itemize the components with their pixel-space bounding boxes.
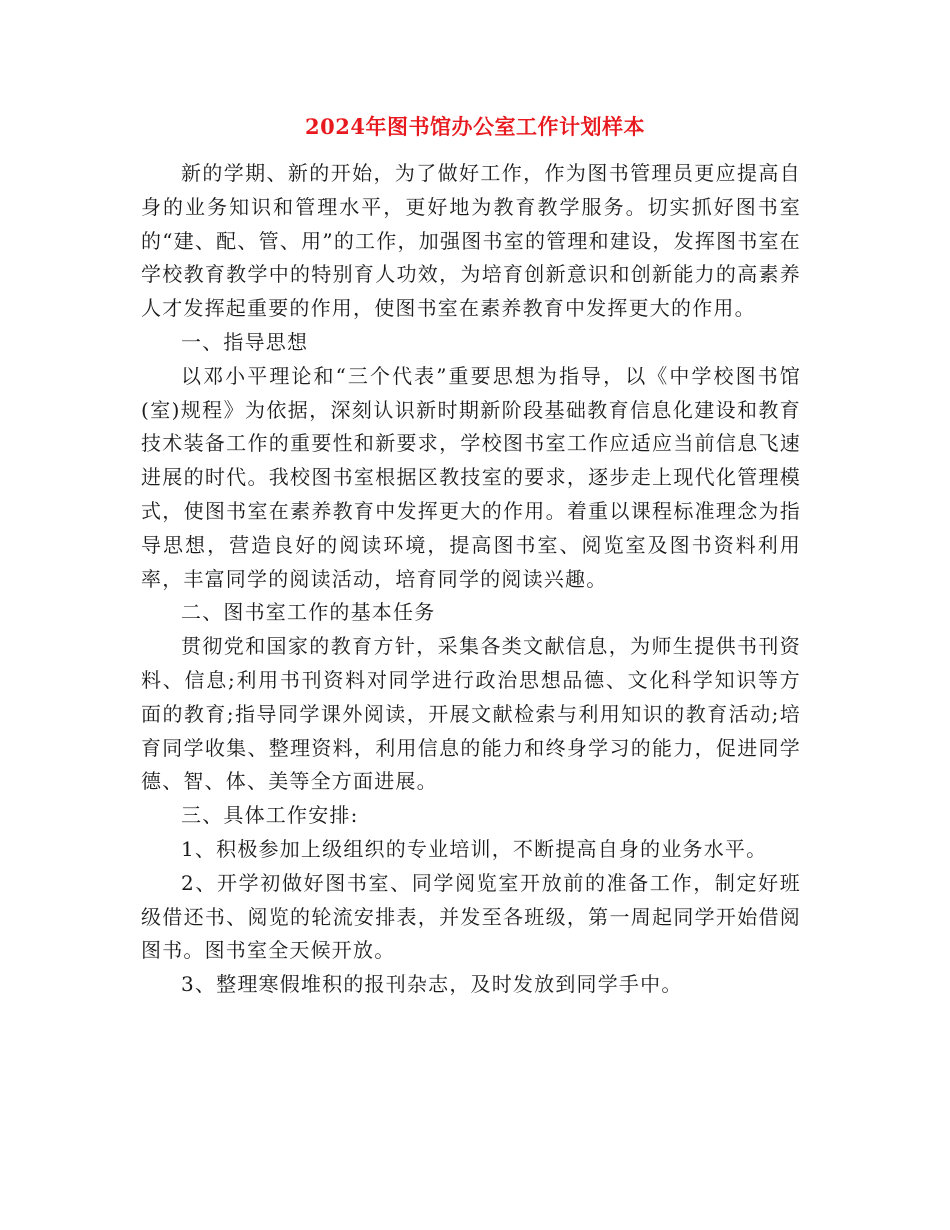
section-heading-basic-tasks: 二、图书室工作的基本任务 xyxy=(181,600,436,625)
basic-tasks-paragraph: 贯彻党和国家的教育方针，采集各类文献信息，为师生提供书刊资料、信息;利用书刊资料对同学进行政治思想品德、文化科学知识等方面的教育;指导同学课外阅读，开展文献检索与利用知识的教育活动;培育同学收集、整理资料，利用信息的能力和终身学习的能力，促进同学德、智、体、美等全方面进展。 xyxy=(141,634,801,794)
arrangement-item-2: 2、开学初做好图书室、同学阅览室开放前的准备工作，制定好班级借还书、阅览的轮流安排表，并发至各班级，第一周起同学开始借阅图书。图书室全天候开放。 xyxy=(141,870,801,963)
document-title: 2024年图书馆办公室工作计划样本 xyxy=(305,114,645,139)
arrangement-item-1: 1、积极参加上级组织的专业培训，不断提高自身的业务水平。 xyxy=(181,836,768,861)
guiding-thought-paragraph: 以邓小平理论和“三个代表”重要思想为指导，以《中学校图书馆(室)规程》为依据，深刻认识新时期新阶段基础教育信息化建设和教育技术装备工作的重要性和新要求，学校图书室工作应适应当前信息飞速进展的时代。我校图书室根据区教技室的要求，逐步走上现代化管理模式，使图书室在素养教育中发挥更大的作用。着重以课程标准理念为指导思想，营造良好的阅读环境，提高图书室、阅览室及图书资料利用率，丰富同学的阅读活动，培育同学的阅读兴趣。 xyxy=(141,363,801,591)
section-heading-work-arrangement: 三、具体工作安排: xyxy=(181,803,359,828)
section-heading-guiding-thought: 一、指导思想 xyxy=(181,329,309,354)
arrangement-item-3: 3、整理寒假堆积的报刊杂志，及时发放到同学手中。 xyxy=(181,972,683,997)
document-body xyxy=(141,157,801,1002)
intro-paragraph: 新的学期、新的开始，为了做好工作，作为图书管理员更应提高自身的业务知识和管理水平，更好地为教育教学服务。切实抓好图书室的“建、配、管、用”的工作，加强图书室的管理和建设，发挥图书室在学校教育教学中的特别育人功效，为培育创新意识和创新能力的高素养人才发挥起重要的作用，使图书室在素养教育中发挥更大的作用。 xyxy=(141,161,801,321)
